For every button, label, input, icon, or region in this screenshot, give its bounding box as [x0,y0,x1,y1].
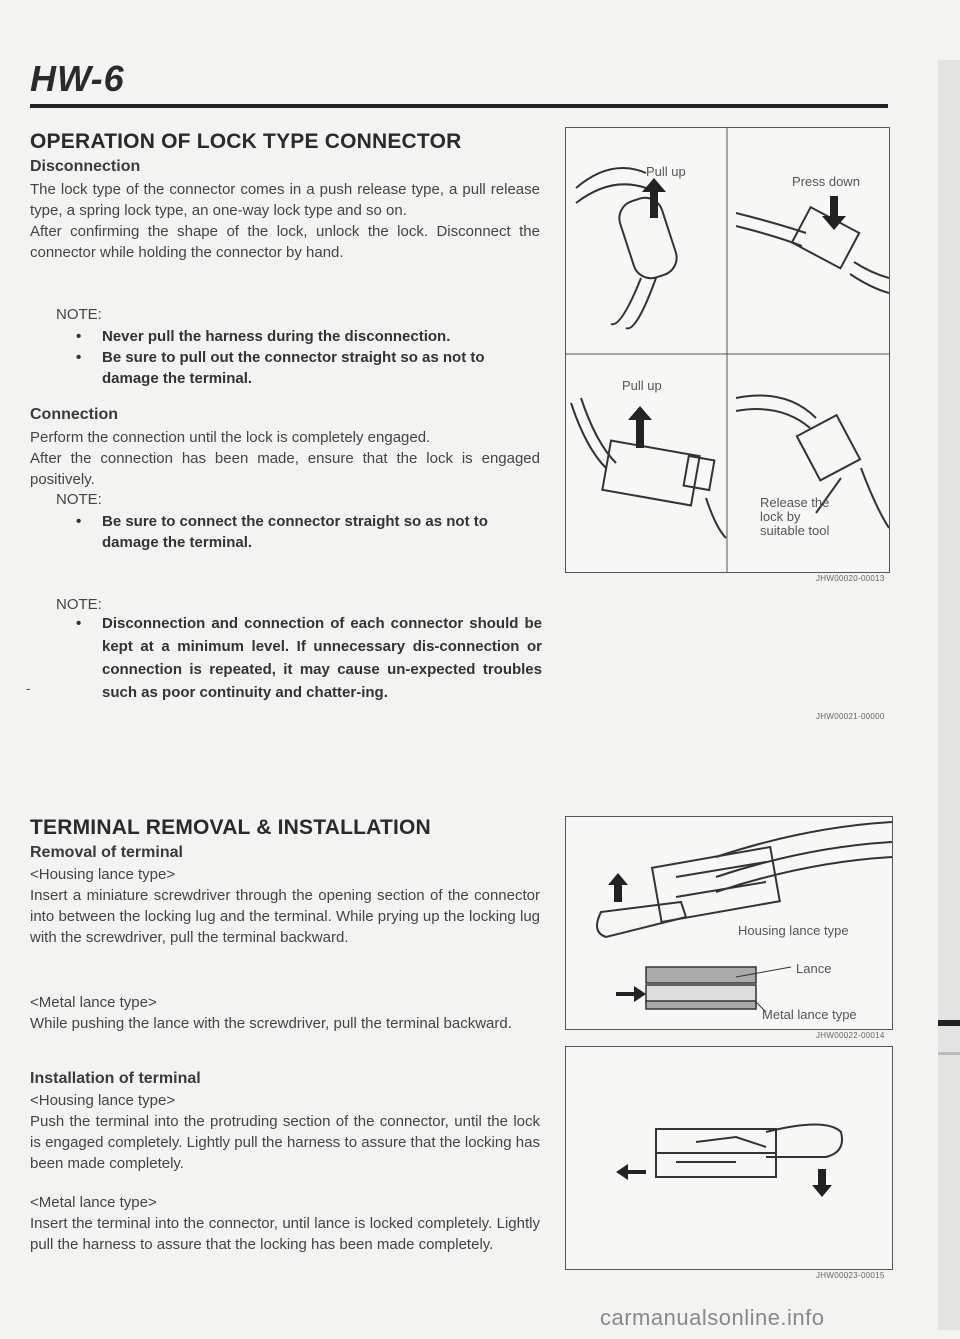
installation-metal-label: <Metal lance type> [30,1194,157,1211]
installation-metal-text: Insert the terminal into the connector, until lance is locked completely. Lightly pull the harness to assure that the locking has been made completely. [30,1215,540,1253]
connection-p2: After the connection has been made, ensure that the lock is engaged positively. [30,450,540,488]
disconnection-p2: After confirming the shape of the lock, unlock the lock. Disconnect the connector while holding the connector by hand. [30,223,540,261]
disconnection-text [30,179,540,263]
installation-housing-label: <Housing lance type> [30,1092,176,1109]
label-release-tool: Release the lock by suitable tool [760,495,830,538]
figure-terminal-installation [565,1046,893,1270]
arrow-down-icon-2 [812,1169,832,1197]
page-number: HW-6 [30,58,125,99]
section-title-lock-connector: OPERATION OF LOCK TYPE CONNECTOR [30,130,462,153]
installation-heading: Installation of terminal [30,1070,201,1087]
arrow-right-icon [616,986,646,1002]
disconnection-note-label: NOTE: [56,306,102,323]
arrow-up-icon-2 [628,406,652,448]
installation-housing-block [30,1090,540,1174]
page-edge-strip [938,60,960,1330]
screwdriver-blade [696,1137,766,1147]
pull-release-connector-drawing [576,168,681,328]
figure-terminal-removal [565,816,893,1030]
arrow-left-icon [616,1164,646,1180]
removal-metal-label: <Metal lance type> [30,994,157,1011]
screwdriver-handle [597,902,686,937]
label-pull-up-1: Pull up [646,164,686,179]
arrow-up-icon-3 [608,873,628,902]
disconnection-note-2: • Be sure to pull out the connector straight so as not to damage the terminal. [76,349,485,387]
general-note: • Disconnection and connection of each connector should be kept at a minimum level. If unnecessary dis-connection or connection is repeated, it may cause un-expected troubles such as poor continuity and chatter-ing. [76,615,542,701]
label-pull-up-2: Pull up [622,378,662,393]
label-metal-lance-type: Metal lance type [762,1007,857,1022]
removal-housing-block [30,864,540,948]
label-housing-lance-type: Housing lance type [738,923,849,938]
installation-metal-block [30,1192,540,1255]
watermark: carmanualsonline.info [600,1305,825,1330]
disconnection-p1: The lock type of the connector comes in a push release type, a pull release type, a spring lock type, an one-way lock type and so on. [30,181,540,219]
general-note-label: NOTE: [56,596,102,613]
section-tab-mark-light [938,1052,960,1055]
removal-housing-text: Insert a miniature screwdriver through the opening section of the connector into between the locking lug and the terminal. While prying up the locking lug with the screwdriver, pull the terminal backward. [30,887,540,946]
section-title-terminal: TERMINAL REMOVAL & INSTALLATION [30,816,431,839]
lock-connector-drawing [566,128,889,572]
disconnection-heading: Disconnection [30,158,141,175]
connection-text [30,427,540,490]
figure-2-code: JHW00021-00000 [816,712,885,721]
figure-1-code: JHW00020-00013 [816,574,885,583]
removal-heading: Removal of terminal [30,844,183,861]
header-rule [30,104,888,108]
housing-connector [652,847,780,922]
figure-3-code: JHW00022-00014 [816,1031,885,1040]
connection-p1: Perform the connection until the lock is completely engaged. [30,429,431,446]
disconnection-note-1: • Never pull the harness during the disconnection. [76,328,451,345]
removal-metal-text: While pushing the lance with the screwdriver, pull the terminal backward. [30,1015,512,1032]
label-press-down: Press down [792,174,860,189]
removal-metal-block [30,992,540,1034]
connection-note-label: NOTE: [56,491,102,508]
terminal-installation-drawing [566,1047,892,1269]
push-release-connector-drawing [736,207,889,293]
metal-lance-drawing [646,967,791,1012]
figure-lock-connector-operations [565,127,890,573]
section-tab-mark [938,1020,960,1026]
connection-heading: Connection [30,406,118,423]
margin-dash: - [26,680,31,696]
label-lance: Lance [796,961,832,976]
removal-housing-label: <Housing lance type> [30,866,176,883]
installation-housing-text: Push the terminal into the protruding section of the connector, until the lock is engaged completely. Lightly pull the harness to assure that the locking has been made completely. [30,1113,540,1172]
figure-4-code: JHW00023-00015 [816,1271,885,1280]
screwdriver-handle-2 [766,1125,842,1158]
connection-note-1: • Be sure to connect the connector straight so as not to damage the terminal. [76,513,488,551]
